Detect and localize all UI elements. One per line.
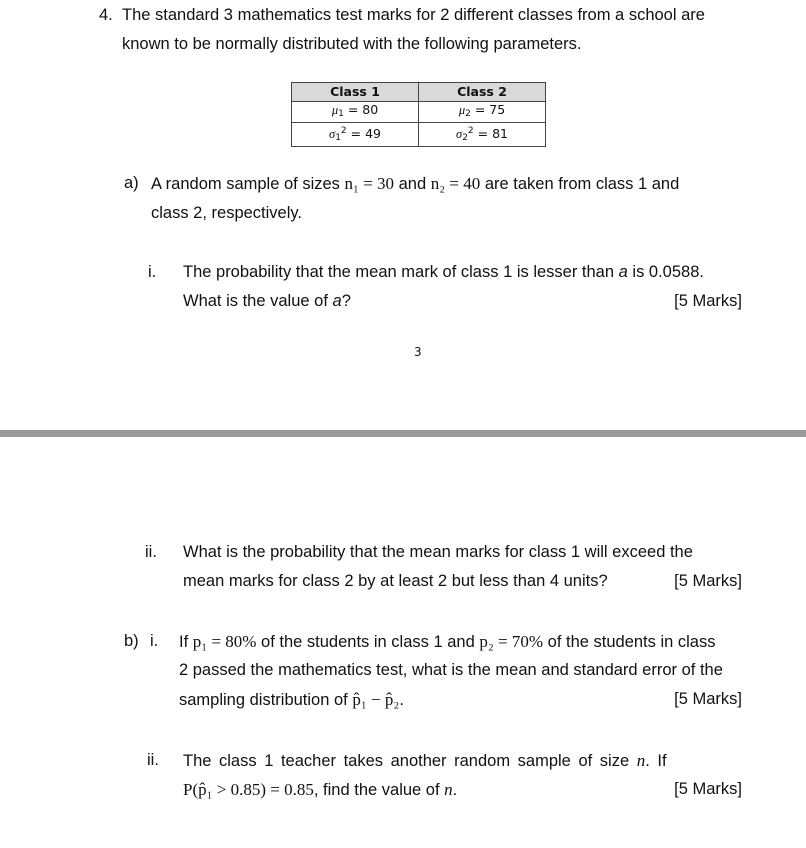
part-b-i-line3: sampling distribution of p̂₁ − p̂₂. [179,690,404,709]
part-a-line2: class 2, respectively. [151,204,302,222]
part-a-ii-marks: [5 Marks] [674,572,742,590]
part-a-i-line1: The probability that the mean mark of class 1 is lesser than a is 0.0588. [183,263,704,281]
parameters-table [291,82,546,147]
part-a-label: a) [124,174,139,192]
header-class-1: Class 1 [292,83,419,102]
part-b-label: b) [124,632,139,650]
part-b-ii-line2: P(p̂₁ > 0.85) = 0.85, find the value of n. [183,780,458,799]
question-intro-line1: The standard 3 mathematics test marks for 2 different classes from a school are [122,6,705,24]
mu-class-1: $\mu_1 = 80$ [292,102,419,123]
part-b-ii-line1: The class 1 teacher takes another random sample of size n. If [183,751,667,770]
part-b-ii-marks: [5 Marks] [674,780,742,798]
page-separator [0,430,806,437]
sigma-class-2: $\sigma_2^2 = 81$ [419,123,546,147]
part-a-ii-label: ii. [145,543,157,561]
part-a-i-marks: [5 Marks] [674,292,742,310]
part-a-ii-line1: What is the probability that the mean marks for class 1 will exceed the [183,543,693,561]
part-a-line1: A random sample of sizes n₁ = 30 and n₂ = 40 are taken from class 1 and [151,174,680,193]
part-b-i-label: i. [150,632,159,650]
part-b-i-marks: [5 Marks] [674,690,742,708]
part-a-i-label: i. [148,263,157,281]
sigma-class-1: $\sigma_1^2 = 49$ [292,123,419,147]
mu-class-2: $\mu_2 = 75$ [419,102,546,123]
part-b-ii-label: ii. [147,751,159,769]
page-number: 3 [414,345,422,359]
part-a-i-line2: What is the value of a? [183,292,351,310]
part-a-ii-line2: mean marks for class 2 by at least 2 but less than 4 units? [183,572,608,590]
question-intro-line2: known to be normally distributed with the following parameters. [122,35,582,53]
part-b-i-line1: If p₁ = 80% of the students in class 1 and p₂ = 70% of the students in class [179,632,716,651]
part-b-i-line2: 2 passed the mathematics test, what is the mean and standard error of the [179,661,723,679]
header-class-2: Class 2 [419,83,546,102]
question-number: 4. [99,6,113,24]
